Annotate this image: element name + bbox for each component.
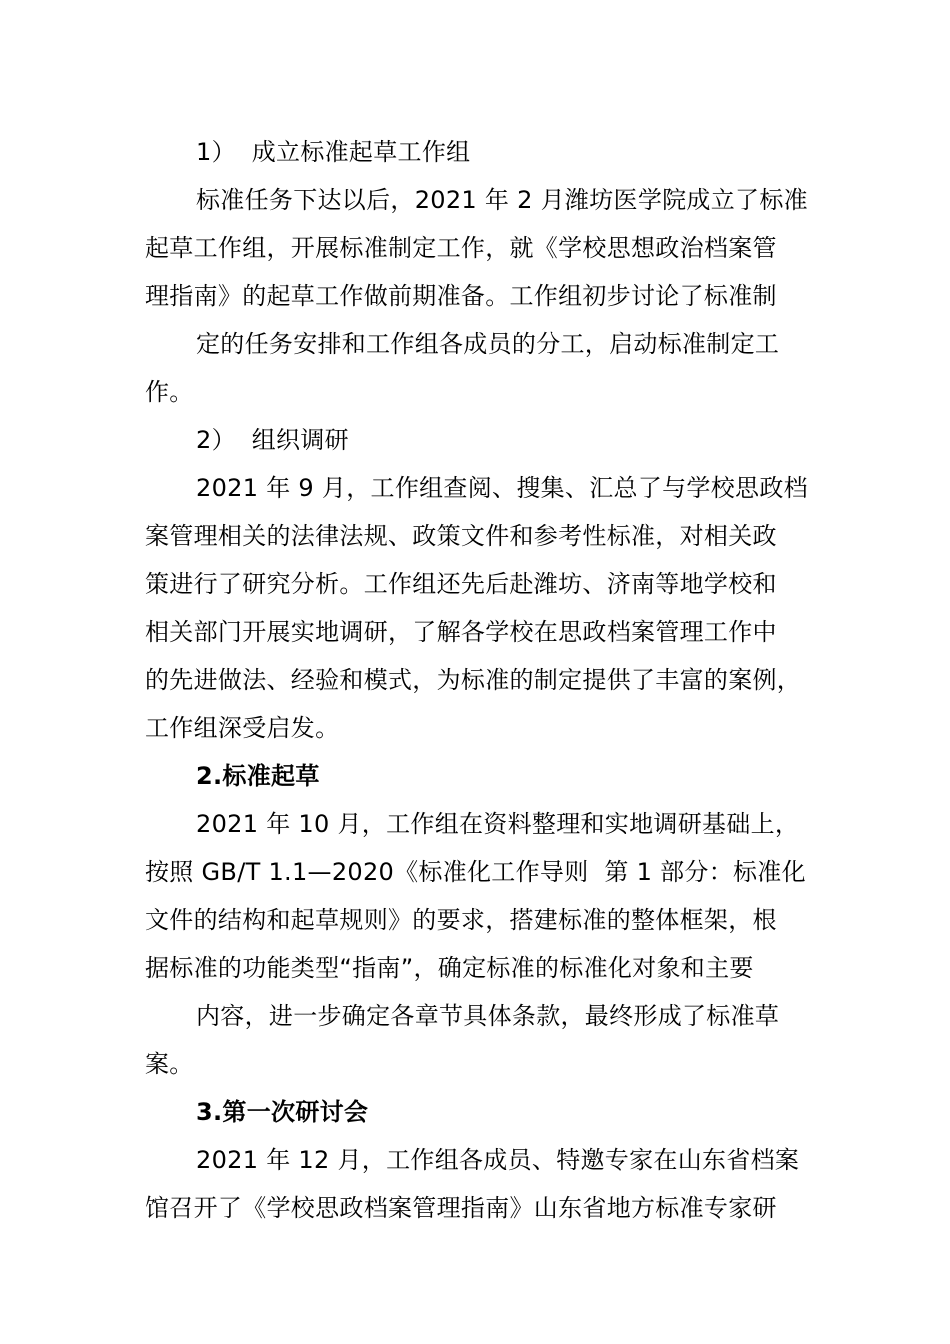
paragraph-line: 起草工作组，开展标准制定工作，就《学校思想政治档案管 <box>145 234 777 262</box>
paragraph-line: 理指南》的起草工作做前期准备。工作组初步讨论了标准制 <box>145 282 777 310</box>
heading-1-form-drafting-group: 1） 成立标准起草工作组 <box>196 138 471 166</box>
paragraph-line: 2021 年 12 月，工作组各成员、特邀专家在山东省档案 <box>196 1146 800 1174</box>
paragraph-line: 文件的结构和起草规则》的要求，搭建标准的整体框架，根 <box>145 906 777 934</box>
paragraph-line: 按照 GB/T 1.1—2020《标准化工作导则 第 1 部分：标准化 <box>145 858 806 886</box>
paragraph-line: 定的任务安排和工作组各成员的分工，启动标准制定工 <box>196 330 780 358</box>
heading-2-organize-research: 2） 组织调研 <box>196 426 349 454</box>
section-heading-first-seminar: 3.第一次研讨会 <box>196 1098 369 1126</box>
paragraph-line: 案管理相关的法律法规、政策文件和参考性标准，对相关政 <box>145 522 777 550</box>
section-heading-standard-drafting: 2.标准起草 <box>196 762 320 790</box>
paragraph-line: 相关部门开展实地调研，了解各学校在思政档案管理工作中 <box>145 618 777 646</box>
paragraph-line: 据标准的功能类型“指南”，确定标准的标准化对象和主要 <box>145 954 754 982</box>
paragraph-line: 馆召开了《学校思政档案管理指南》山东省地方标准专家研 <box>145 1194 777 1222</box>
paragraph-line: 作。 <box>145 378 194 406</box>
paragraph-line: 策进行了研究分析。工作组还先后赴潍坊、济南等地学校和 <box>145 570 777 598</box>
paragraph-line: 内容，进一步确定各章节具体条款，最终形成了标准草 <box>196 1002 780 1030</box>
paragraph-line: 2021 年 9 月，工作组查阅、搜集、汇总了与学校思政档 <box>196 474 808 502</box>
paragraph-line: 标准任务下达以后，2021 年 2 月潍坊医学院成立了标准 <box>196 186 808 214</box>
paragraph-line: 2021 年 10 月，工作组在资料整理和实地调研基础上， <box>196 810 800 838</box>
paragraph-line: 的先进做法、经验和模式，为标准的制定提供了丰富的案例， <box>145 666 802 694</box>
paragraph-line: 案。 <box>145 1050 194 1078</box>
paragraph-line: 工作组深受启发。 <box>145 714 340 742</box>
